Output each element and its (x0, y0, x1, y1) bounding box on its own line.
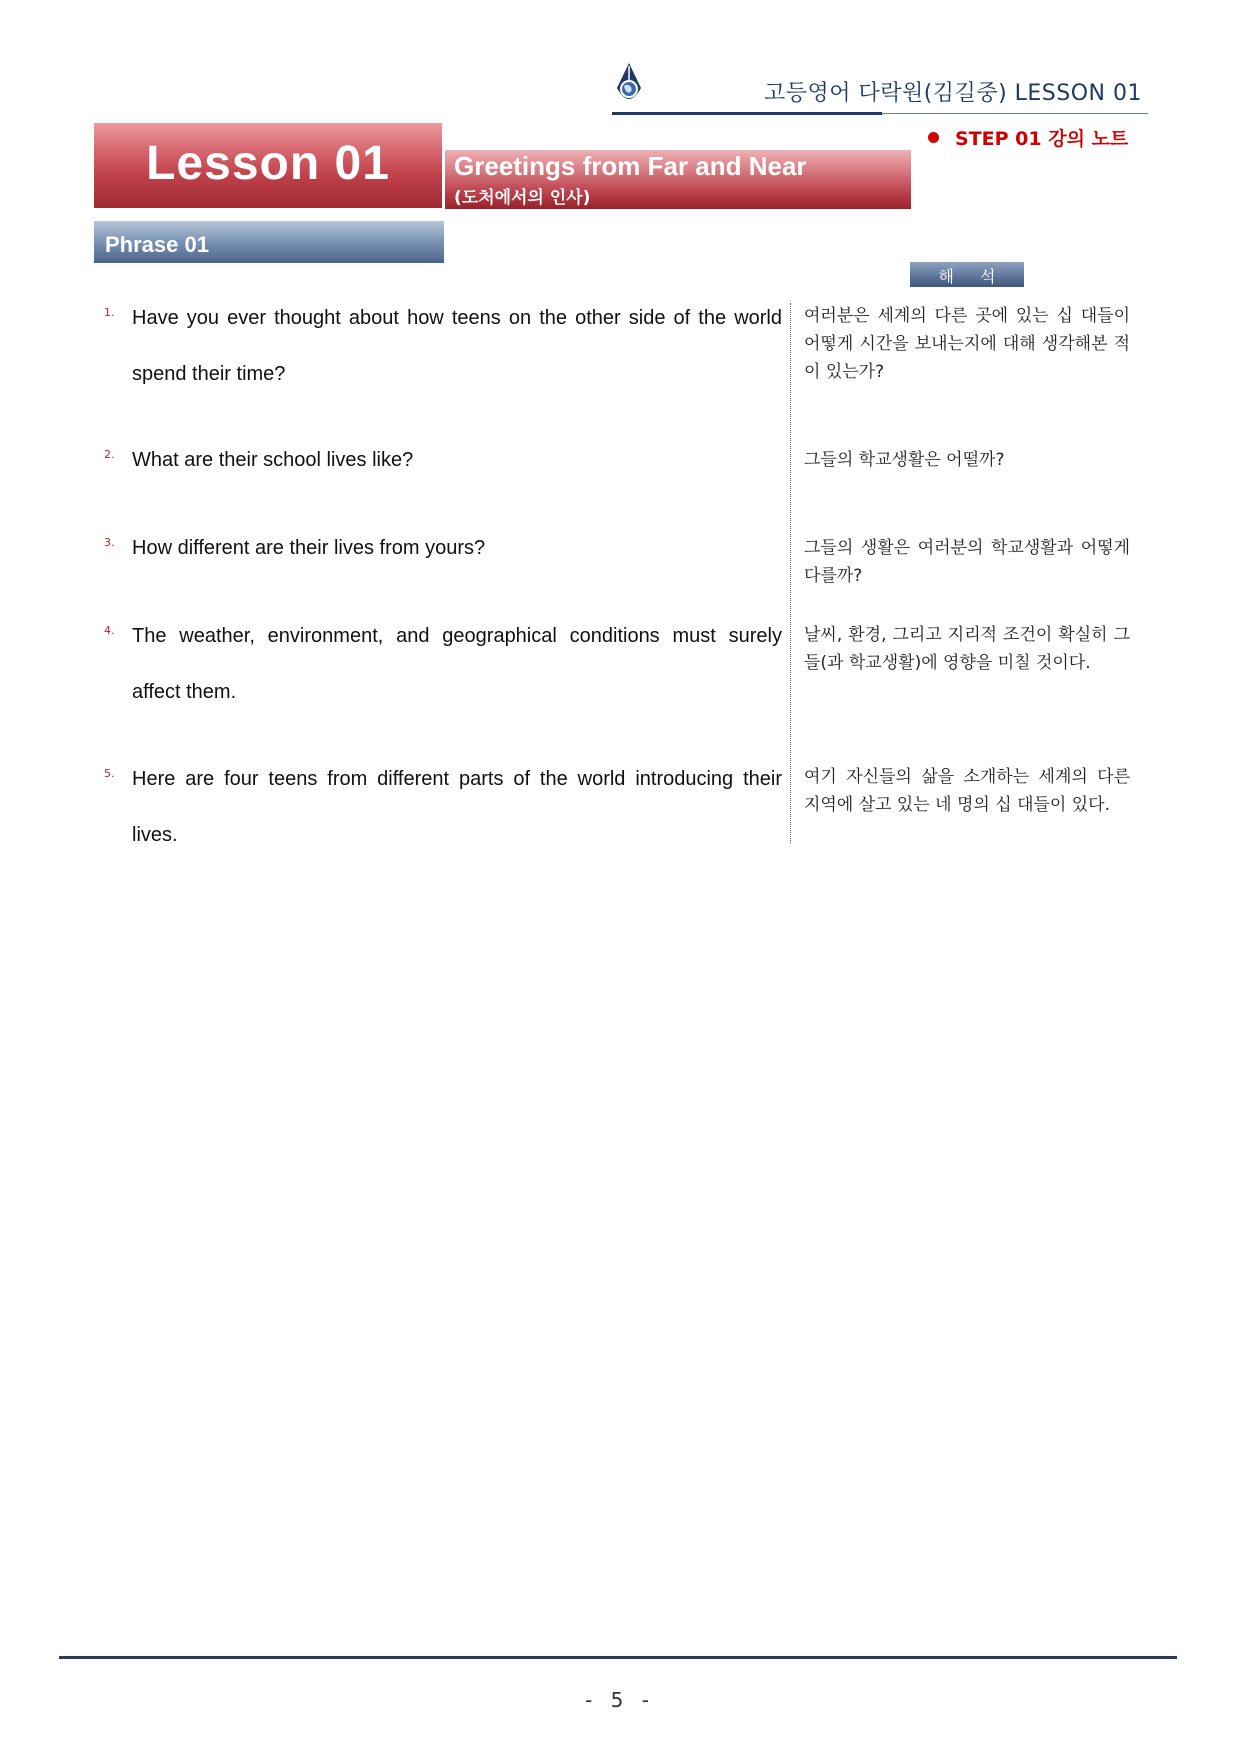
footer-rule (59, 1656, 1177, 1659)
sentence-en: The weather, environment, and geographical conditions must surely affect them. (132, 625, 782, 703)
step-note-label: STEP 01 강의 노트 (955, 128, 1129, 150)
bullet-dot-icon (928, 132, 939, 143)
sentence-ko: 그들의 학교생활은 어떨까? (804, 450, 1005, 470)
sentence-en: Have you ever thought about how teens on the other side of the world spend their time? (132, 307, 782, 385)
step-note (928, 124, 1128, 151)
sentence-number: 5. (104, 767, 115, 780)
header-rule (612, 112, 882, 115)
sentence-en: Here are four teens from different parts of the world introducing their lives. (132, 768, 782, 846)
globe-pen-nib-icon (612, 62, 646, 110)
sentence-ko: 여기 자신들의 삶을 소개하는 세계의 다른 지역에 살고 있는 네 명의 십 대들이 있다. (804, 767, 1130, 815)
lesson-subtitle-ko: (도처에서의 인사) (454, 188, 591, 208)
page-number: - 5 - (585, 1688, 655, 1712)
sentence-en: What are their school lives like? (132, 449, 414, 471)
sentence-number: 3. (104, 536, 115, 549)
sentence-en: How different are their lives from yours? (132, 537, 486, 559)
sentence-ko: 여러분은 세계의 다른 곳에 있는 십 대들이 어떻게 시간을 보내는지에 대해 생각해본 적이 있는가? (804, 306, 1130, 382)
sentence-number: 4. (104, 624, 115, 637)
phrase-label: Phrase 01 (105, 232, 209, 257)
document-header-title: 고등영어 다락원(김길중) LESSON 01 (763, 81, 1142, 106)
sentence-number: 2. (104, 448, 115, 461)
lesson-subtitle-en: Greetings from Far and Near (454, 151, 807, 181)
sentence-ko: 그들의 생활은 여러분의 학교생활과 어떻게 다를까? (804, 538, 1130, 586)
sentence-number: 1. (104, 306, 115, 319)
interpretation-label: 해석 (938, 267, 1022, 286)
header-rule-light (882, 113, 1148, 114)
sentence-ko: 날씨, 환경, 그리고 지리적 조건이 확실히 그들(과 학교생활)에 영향을 미칠 것이다. (804, 625, 1130, 673)
lesson-title: Lesson 01 (146, 137, 390, 190)
column-divider (790, 303, 791, 843)
